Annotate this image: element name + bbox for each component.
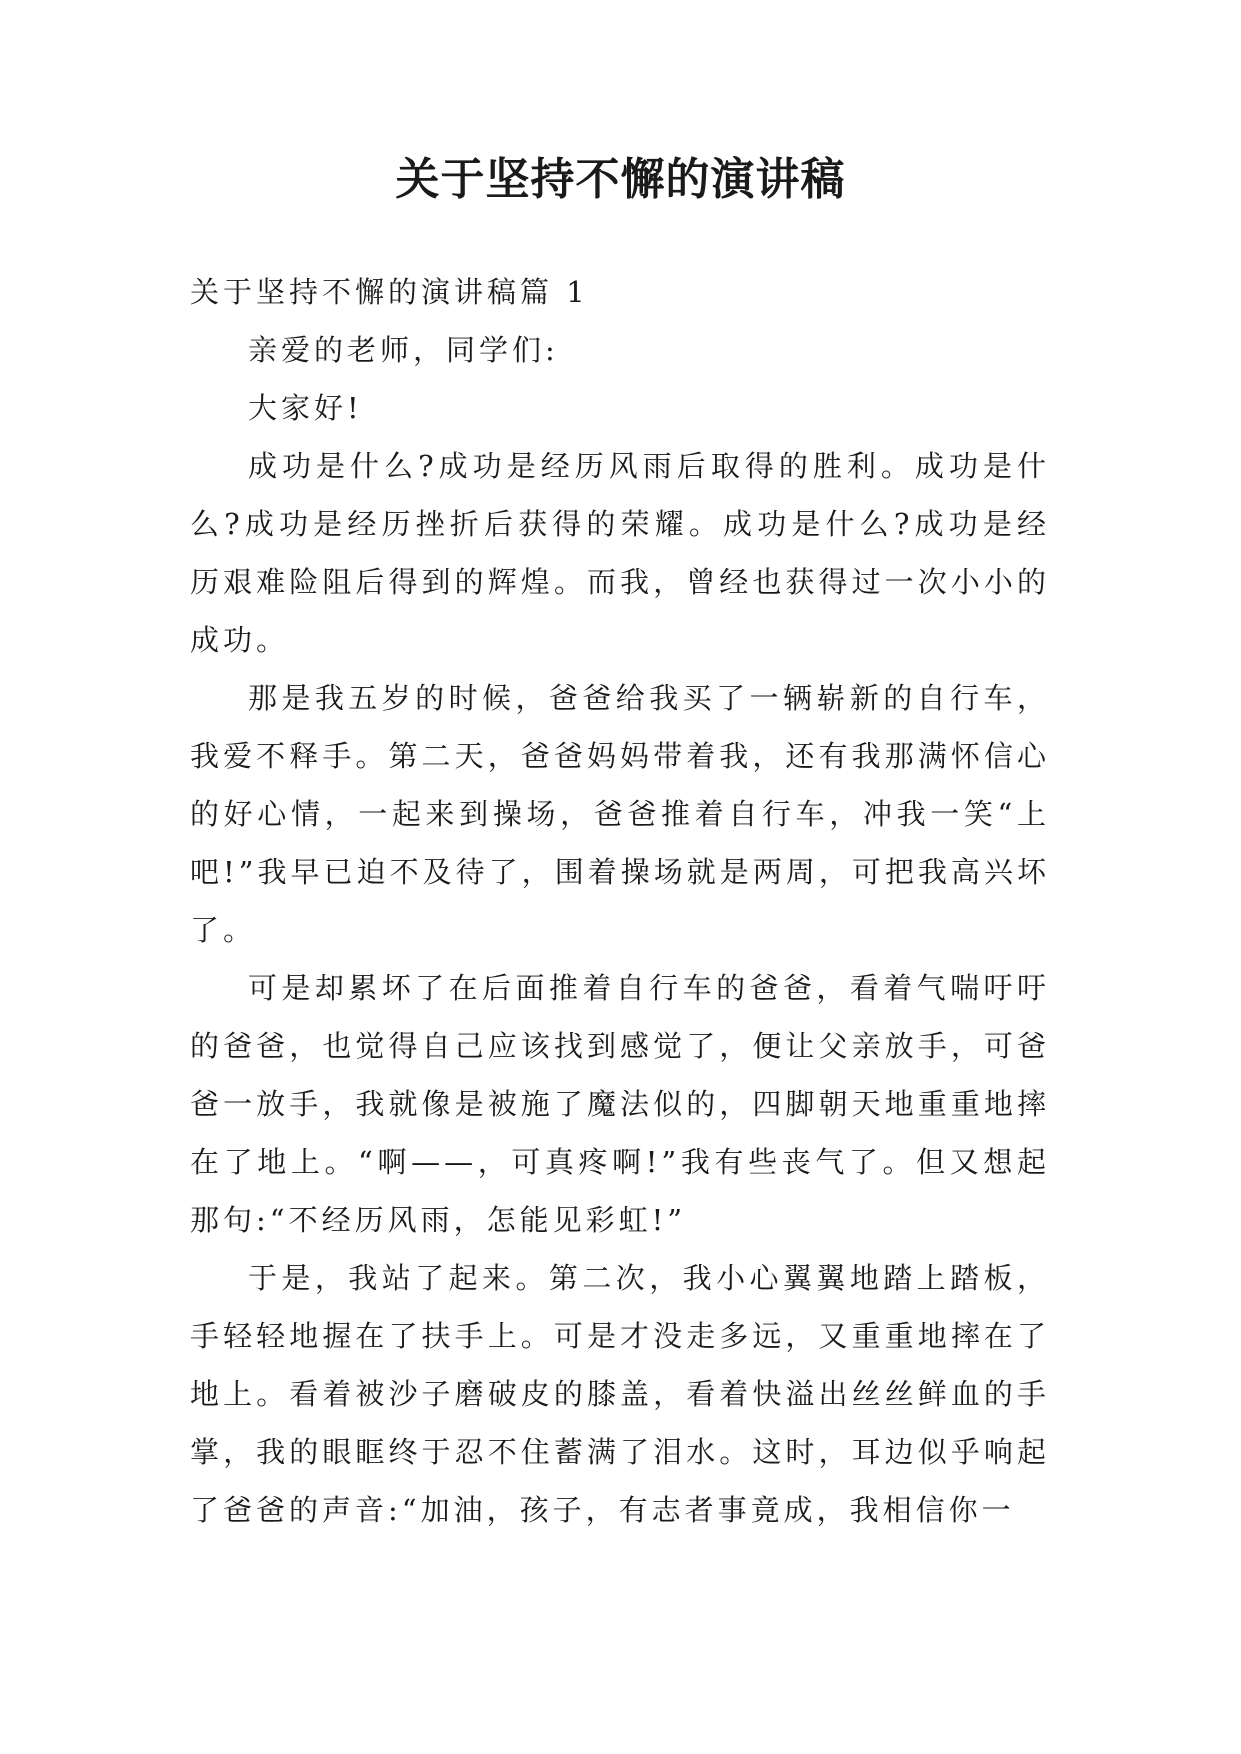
paragraph-second-try: 于是，我站了起来。第二次，我小心翼翼地踏上踏板，手轻轻地握在了扶手上。可是才没走多远，又重重地摔在了地上。看着被沙子磨破皮的膝盖，看着快溢出丝丝鲜血的手掌，我的眼眶终于忍不住蓄满了泪水。这时，耳边似乎响起了爸爸的声音:“加油，孩子，有志者事竟成，我相信你一 bbox=[190, 1261, 1050, 1527]
section-heading: 关于坚持不懈的演讲稿篇 1 bbox=[190, 275, 589, 309]
paragraph-what-is-success: 成功是什么?成功是经历风雨后取得的胜利。成功是什么?成功是经历挫折后获得的荣耀。成功是什么?成功是经历艰难险阻后得到的辉煌。而我，曾经也获得过一次小小的成功。 bbox=[190, 449, 1050, 657]
paragraph-bicycle-gift: 那是我五岁的时候，爸爸给我买了一辆崭新的自行车，我爱不释手。第二天，爸爸妈妈带着我，还有我那满怀信心的好心情，一起来到操场，爸爸推着自行车，冲我一笑“上吧!”我早已迫不及待了，围着操场就是两周，可把我高兴坏了。 bbox=[190, 681, 1050, 947]
document-title: 关于坚持不懈的演讲稿 bbox=[395, 154, 846, 205]
document-body bbox=[190, 263, 1050, 1539]
paragraph-greeting: 亲爱的老师，同学们: bbox=[248, 333, 559, 367]
paragraph-first-fall: 可是却累坏了在后面推着自行车的爸爸，看着气喘吁吁的爸爸，也觉得自己应该找到感觉了，便让父亲放手，可爸爸一放手，我就像是被施了魔法似的，四脚朝天地重重地摔在了地上。“啊——，可真疼啊!”我有些丧气了。但又想起那句:“不经历风雨，怎能见彩虹!” bbox=[190, 971, 1050, 1237]
paragraph-hello: 大家好! bbox=[248, 391, 363, 425]
